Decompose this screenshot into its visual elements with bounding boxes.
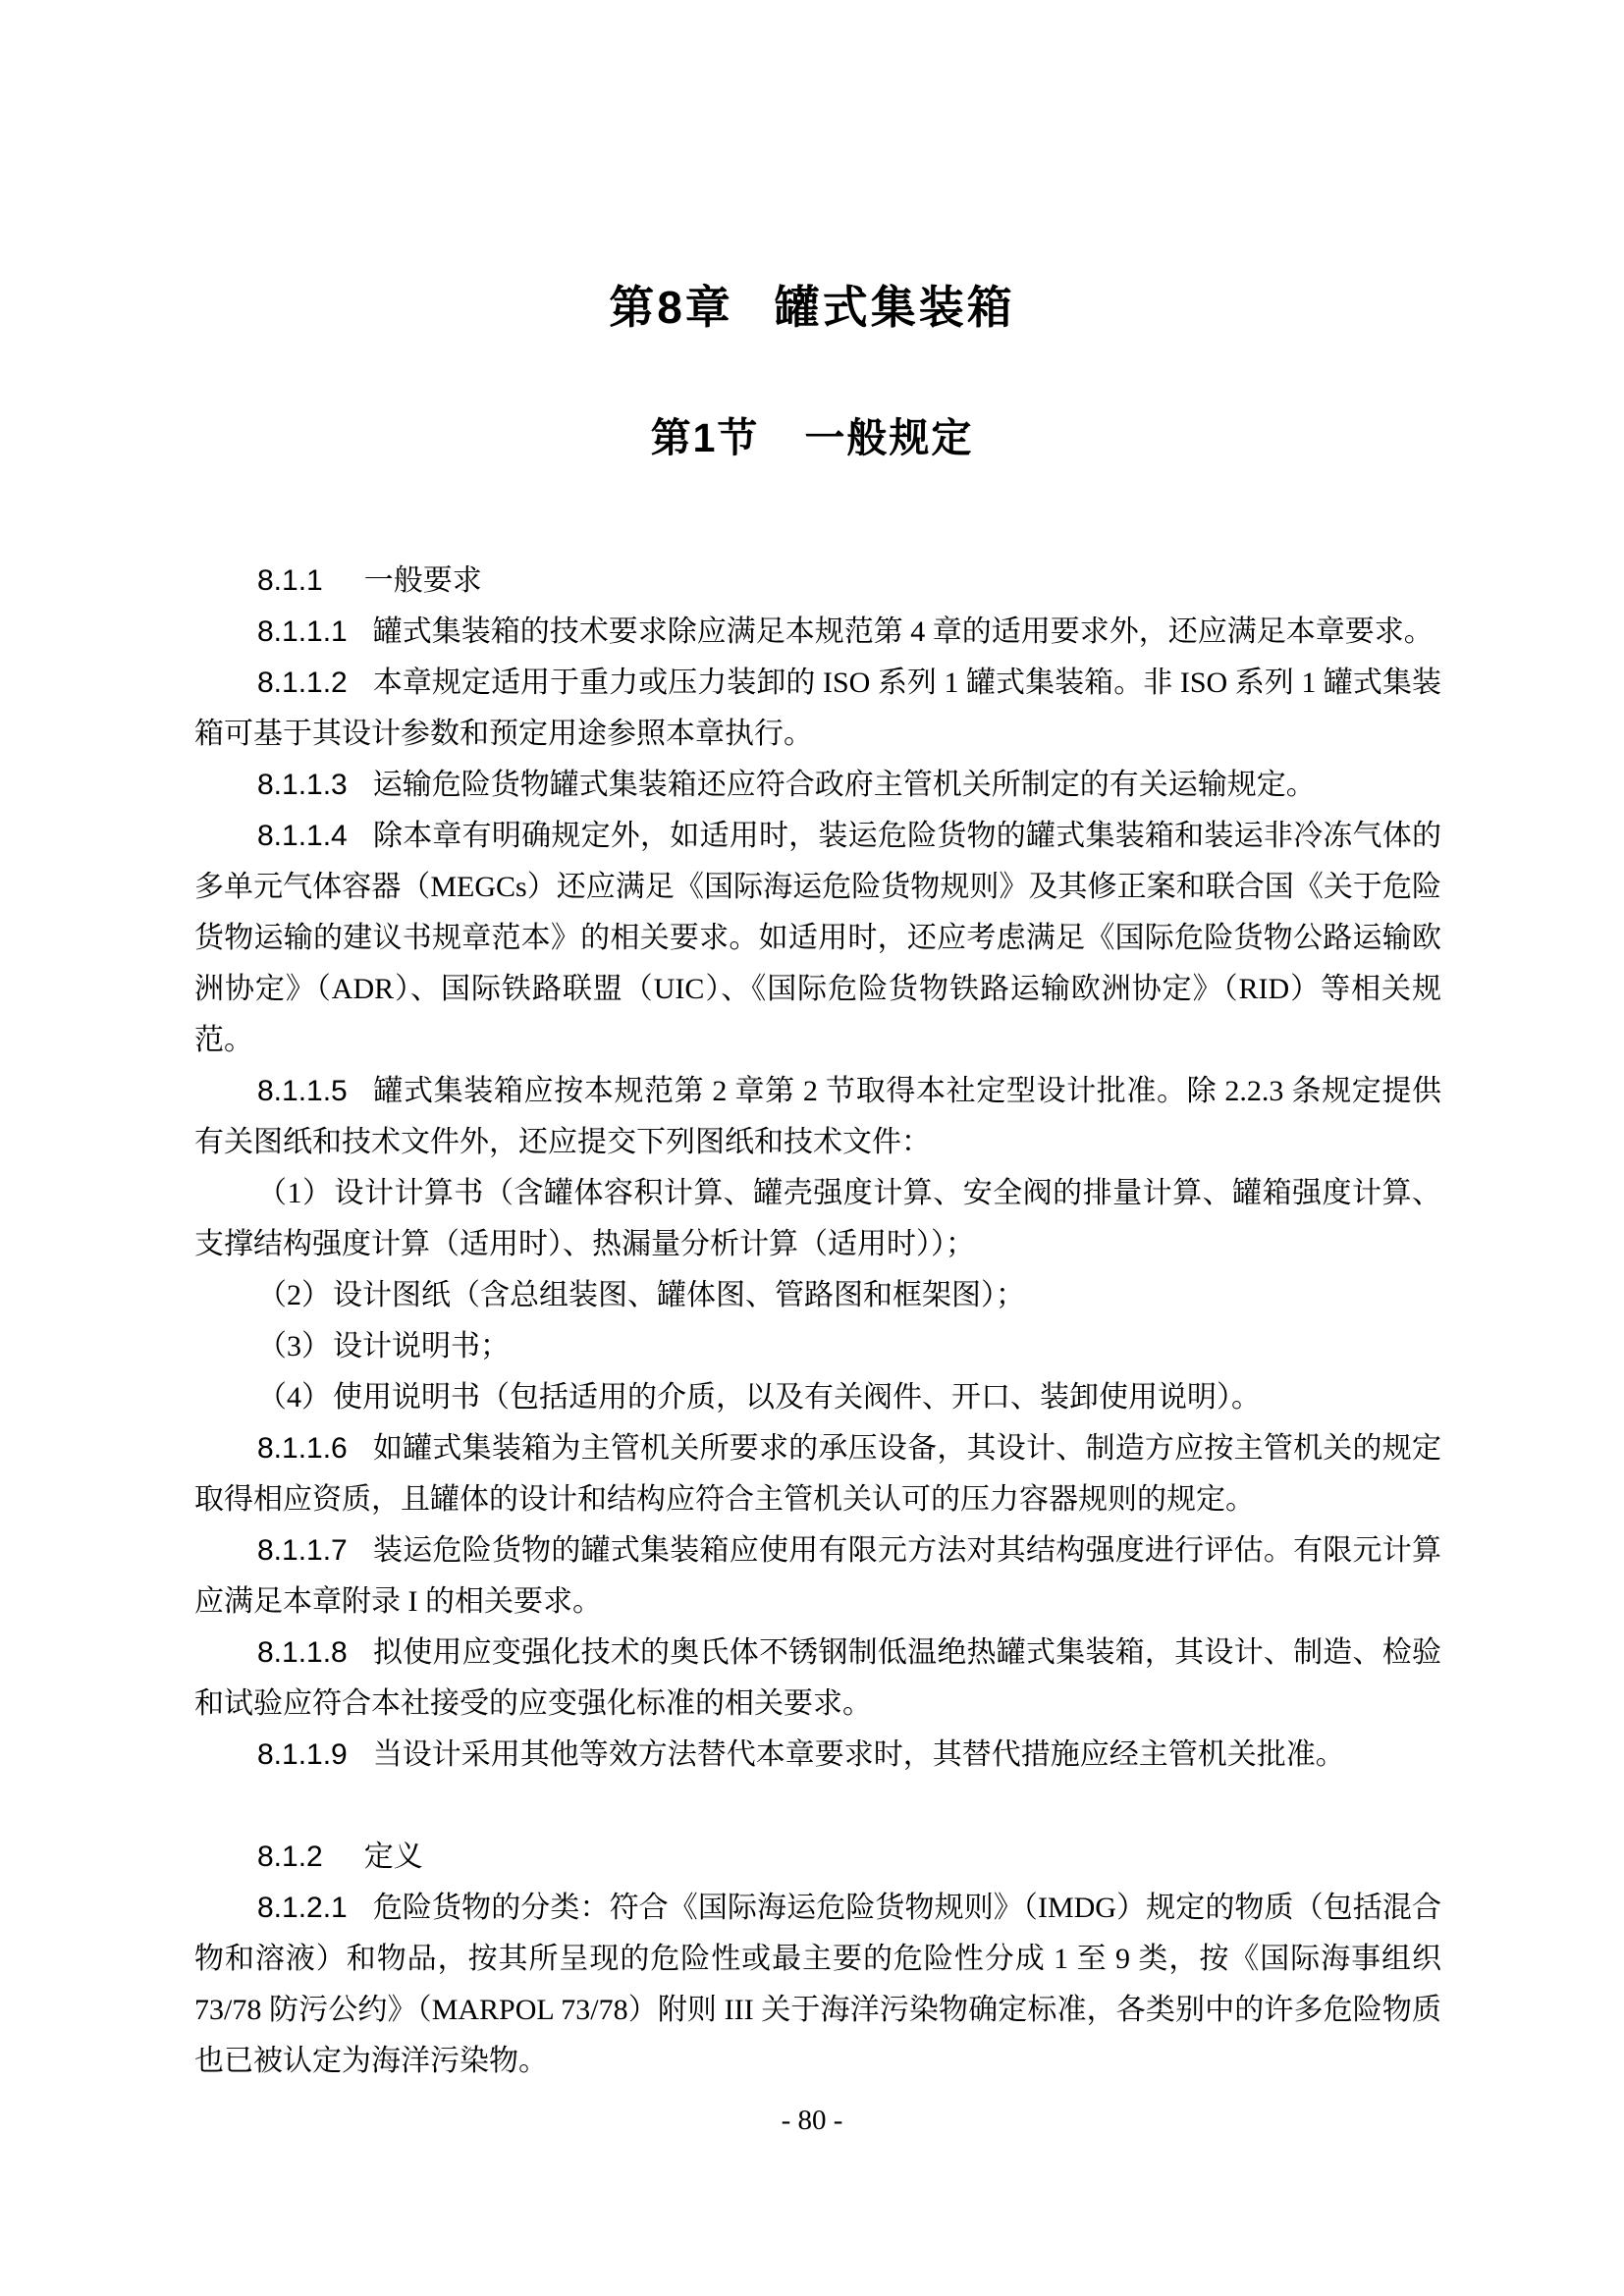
section-heading <box>0 415 1624 460</box>
clause-text: 罐式集装箱应按本规范第 2 章第 2 节取得本社定型设计批准。除 2.2.3 条规定提供有关图纸和技术文件外，还应提交下列图纸和技术文件： <box>194 1075 1441 1158</box>
clause-8-1-1-2 <box>194 658 1441 760</box>
clause-text: 本章规定适用于重力或压力装卸的 ISO 系列 1 罐式集装箱。非 ISO 系列 1 罐式集装箱可基于其设计参数和预定用途参照本章执行。 <box>194 667 1441 750</box>
list-item-number: （4） <box>257 1381 331 1414</box>
list-item-4 <box>194 1372 1441 1423</box>
section-number: 第1节 <box>650 415 760 460</box>
clause-8-1-1-1 <box>194 607 1441 658</box>
clause-8-1-1-3 <box>194 760 1441 811</box>
subheading-8-1-1 <box>194 556 1441 607</box>
clause-number: 8.1.1.1 <box>257 615 348 648</box>
clause-text: 当设计采用其他等效方法替代本章要求时，其替代措施应经主管机关批准。 <box>372 1738 1345 1771</box>
list-item-number: （1） <box>257 1177 333 1209</box>
list-item-number: （3） <box>257 1330 331 1362</box>
clause-text: 如罐式集装箱为主管机关所要求的承压设备，其设计、制造方应按主管机关的规定取得相应资质，且罐体的设计和结构应符合主管机关认可的压力容器规则的规定。 <box>194 1432 1441 1516</box>
clause-8-1-1-4 <box>194 811 1441 1066</box>
clause-number: 8.1.1 <box>257 564 323 597</box>
clause-8-1-1-6 <box>194 1423 1441 1525</box>
document-body <box>194 556 1441 2087</box>
list-item-2 <box>194 1270 1441 1321</box>
clause-number: 8.1.1.4 <box>257 820 348 852</box>
page-number: - 80 - <box>781 2105 843 2136</box>
clause-text: 一般要求 <box>363 564 482 597</box>
clause-number: 8.1.2.1 <box>257 1892 348 1924</box>
list-item-text: 使用说明书（包括适用的介质，以及有关阀件、开口、装卸使用说明）。 <box>333 1381 1261 1414</box>
clause-text: 罐式集装箱的技术要求除应满足本规范第 4 章的适用要求外，还应满足本章要求。 <box>372 615 1434 648</box>
clause-8-1-1-5 <box>194 1066 1441 1168</box>
clause-8-1-1-9 <box>194 1730 1441 1781</box>
clause-text: 拟使用应变强化技术的奥氏体不锈钢制低温绝热罐式集装箱，其设计、制造、检验和试验应符合本社接受的应变强化标准的相关要求。 <box>194 1636 1441 1720</box>
clause-text: 装运危险货物的罐式集装箱应使用有限元方法对其结构强度进行评估。有限元计算应满足本章附录 I 的相关要求。 <box>194 1534 1441 1618</box>
clause-number: 8.1.1.8 <box>257 1636 348 1669</box>
list-item-text: 设计说明书； <box>333 1330 510 1362</box>
clause-text: 定义 <box>363 1841 423 1873</box>
chapter-title-text: 罐式集装箱 <box>774 282 1015 333</box>
list-item-text: 设计图纸（含总组装图、罐体图、管路图和框架图）； <box>333 1279 1025 1311</box>
clause-number: 8.1.1.3 <box>257 769 348 801</box>
clause-number: 8.1.1.7 <box>257 1534 348 1567</box>
clause-8-1-2-1 <box>194 1883 1441 2087</box>
chapter-heading <box>0 0 1624 337</box>
clause-number: 8.1.1.5 <box>257 1075 348 1107</box>
clause-text: 危险货物的分类：符合《国际海运危险货物规则》（IMDG）规定的物质（包括混合物和溶液）和物品，按其所呈现的危险性或最主要的危险性分成 1 至 9 类，按《国际海事组织 73/78 防污公约》（MARPOL 73/78）附则 III 关于海洋污染物确定标准，各类别中的许多危险物质也已被认定为海洋污染物。 <box>194 1892 1441 2077</box>
chapter-number: 第8章 <box>609 282 733 333</box>
list-item-3 <box>194 1321 1441 1372</box>
clause-number: 8.1.2 <box>257 1841 323 1873</box>
clause-text: 除本章有明确规定外，如适用时，装运危险货物的罐式集装箱和装运非冷冻气体的多单元气体容器（MEGCs）还应满足《国际海运危险货物规则》及其修正案和联合国《关于危险货物运输的建议书规章范本》的相关要求。如适用时，还应考虑满足《国际危险货物公路运输欧洲协定》（ADR）、国际铁路联盟（UIC）、《国际危险货物铁路运输欧洲协定》（RID）等相关规范。 <box>194 820 1441 1056</box>
clause-number: 8.1.1.9 <box>257 1738 348 1771</box>
list-item-text: 设计计算书（含罐体容积计算、罐壳强度计算、安全阀的排量计算、罐箱强度计算、支撑结构强度计算（适用时）、热漏量分析计算（适用时））； <box>194 1177 1442 1260</box>
list-item-1 <box>194 1168 1441 1270</box>
subheading-8-1-2 <box>194 1832 1441 1883</box>
list-item-number: （2） <box>257 1279 331 1311</box>
clause-number: 8.1.1.6 <box>257 1432 348 1465</box>
clause-number: 8.1.1.2 <box>257 667 348 699</box>
clause-text: 运输危险货物罐式集装箱还应符合政府主管机关所制定的有关运输规定。 <box>372 769 1316 801</box>
clause-8-1-1-7 <box>194 1525 1441 1628</box>
clause-8-1-1-8 <box>194 1628 1441 1730</box>
section-title-text: 一般规定 <box>804 415 974 460</box>
